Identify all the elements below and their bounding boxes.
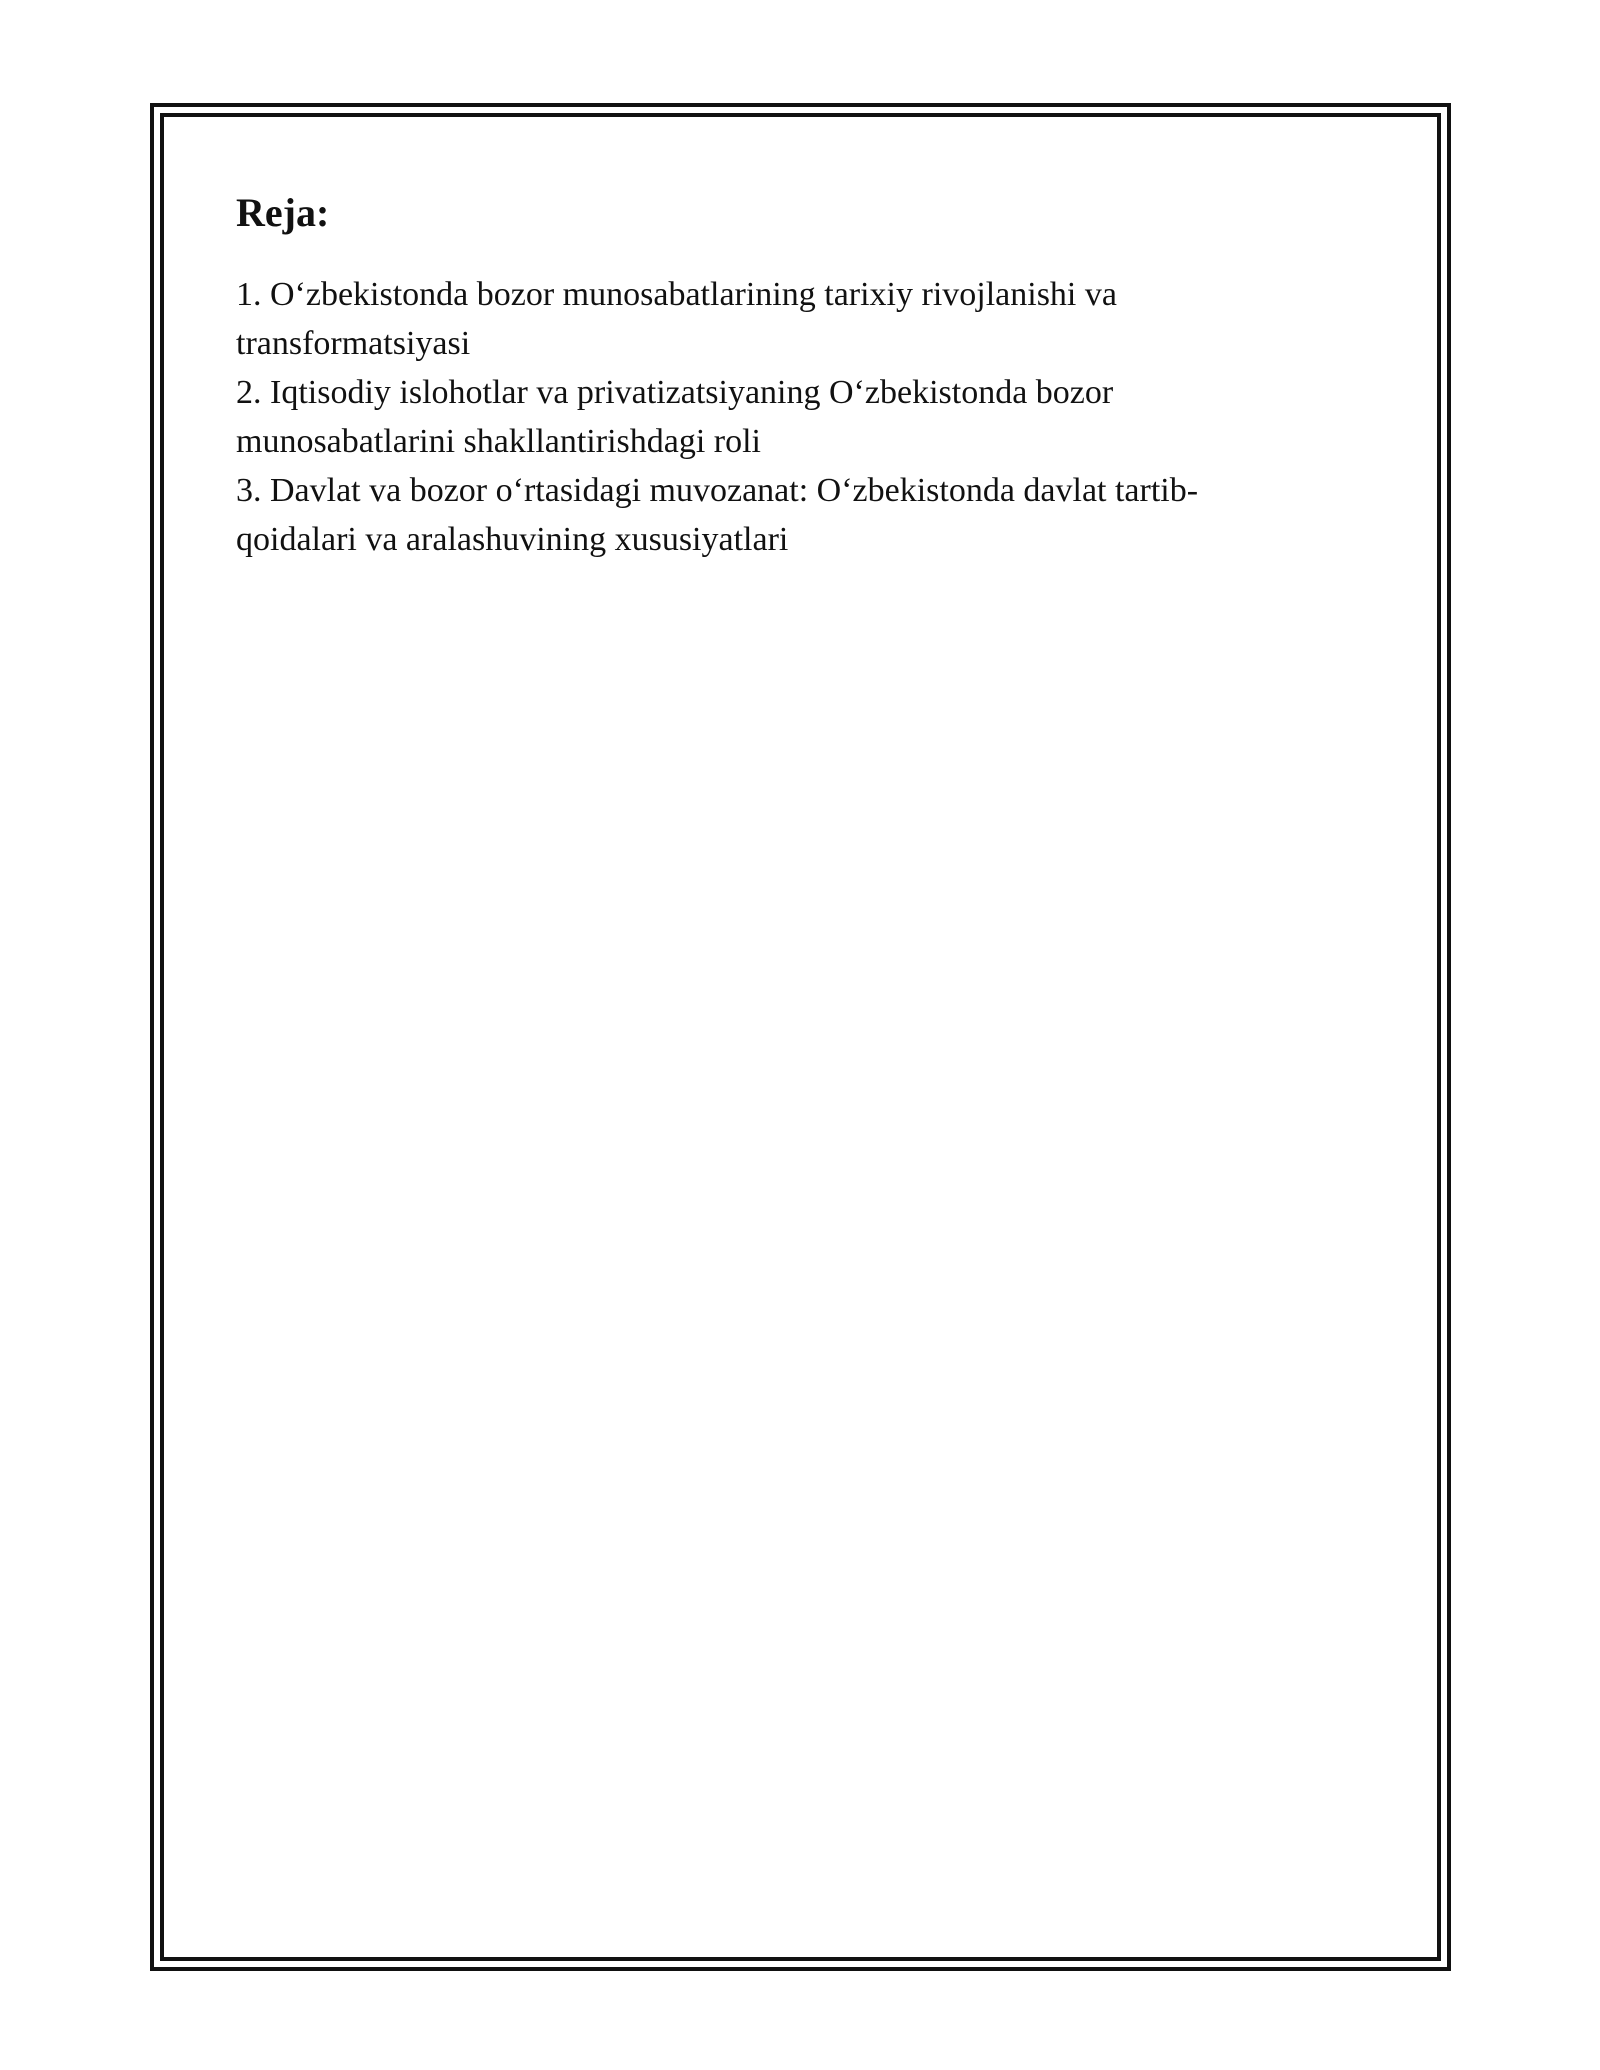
plan-heading: Reja:: [236, 190, 330, 235]
plan-item-2: 2. Iqtisodiy islohotlar va privatizatsiyaning O‘zbekistonda bozor munosabatlarini shakllantirishdagi roli: [236, 374, 1114, 460]
page-content: [236, 186, 1336, 564]
plan-item-3: 3. Davlat va bozor o‘rtasidagi muvozanat: O‘zbekistonda davlat tartib-qoidalari va aralashuvining xususiyatlari: [236, 472, 1199, 558]
plan-list: [236, 270, 1236, 564]
plan-item-1: 1. O‘zbekistonda bozor munosabatlarining tarixiy rivojlanishi va transformatsiyasi: [236, 276, 1117, 362]
